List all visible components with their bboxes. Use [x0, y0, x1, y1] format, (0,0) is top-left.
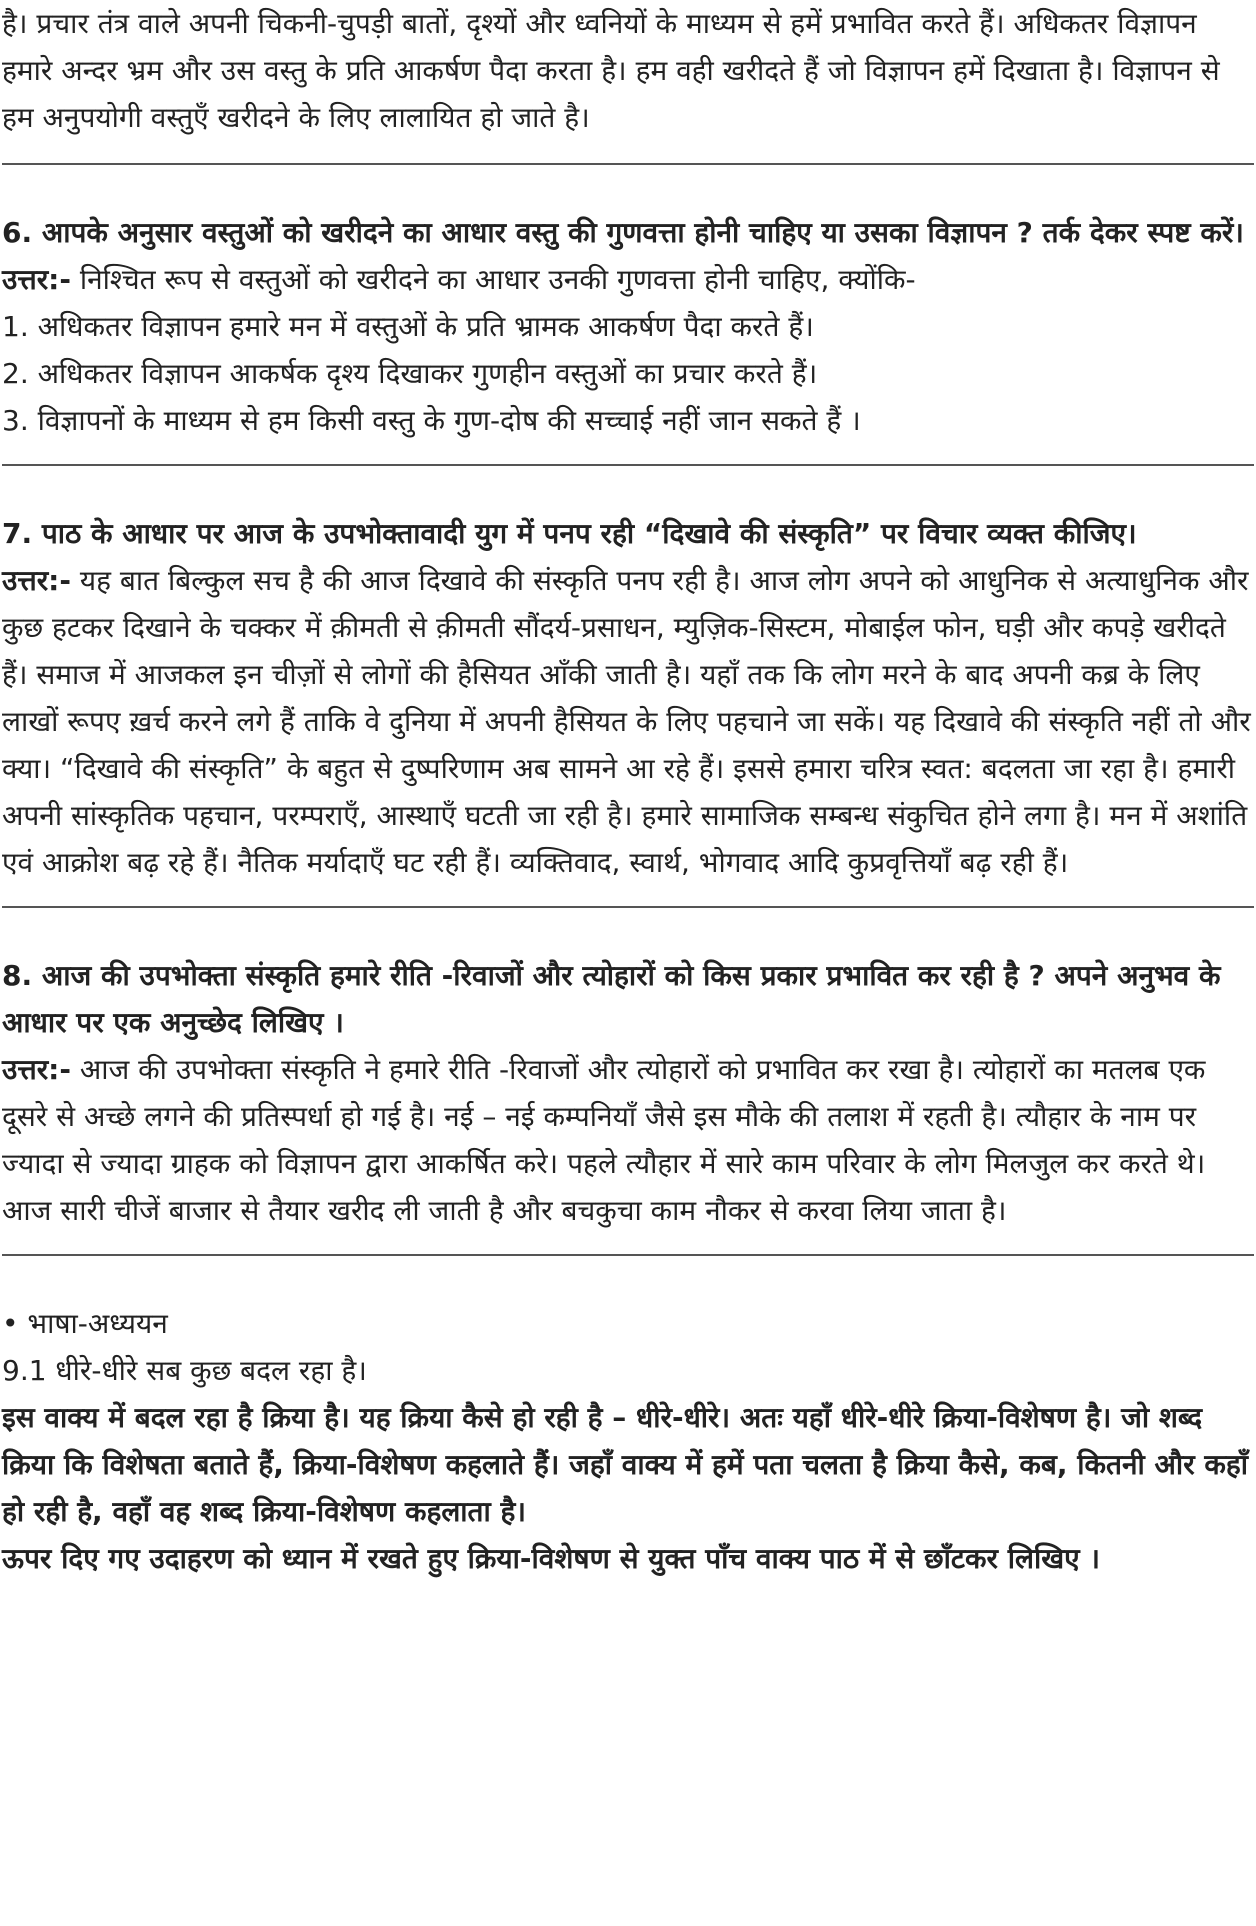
explanation-text: इस वाक्य में बदल रहा है क्रिया है। यह क्रिया कैसे हो रही है – धीरे-धीरे। अतः यहाँ धीरे-धीरे क्रिया-विशेषण है। जो शब्द क्रिया कि विशेषता बताते हैं, क्रिया-विशेषण कहलाते हैं। जहाँ वाक्य में हमें पता चलता है क्रिया कैसे, कब, कितनी और कहाँ हो रही है, वहाँ वह शब्द क्रिया-विशेषण कहलाता है।: [2, 1401, 1249, 1528]
question-6-points: [2, 303, 1254, 444]
list-item: 2. अधिकतर विज्ञापन आकर्षक दृश्य दिखाकर गुणहीन वस्तुओं का प्रचार करते हैं।: [2, 357, 818, 390]
intro-paragraph: है। प्रचार तंत्र वाले अपनी चिकनी-चुपड़ी बातों, दृश्यों और ध्वनियों के माध्यम से हमें प्रभावित करते हैं। अधिकतर विज्ञापन हमारे अन्दर भ्रम और उस वस्तु के प्रति आकर्षण पैदा करता है। हम वही खरीदते हैं जो विज्ञापन हमें दिखाता है। विज्ञापन से हम अनुपयोगी वस्तुएँ खरीदने के लिए लालायित हो जाते है।: [2, 7, 1220, 134]
question-6-block: [2, 209, 1254, 444]
section-subheading: 9.1 धीरे-धीरे सब कुछ बदल रहा है।: [2, 1354, 367, 1387]
question-6-answer: [2, 256, 1254, 303]
question-6-text: 6. आपके अनुसार वस्तुओं को खरीदने का आधार वस्तु की गुणवत्ता होनी चाहिए या उसका विज्ञापन ? तर्क देकर स्पष्ट करें।: [2, 216, 1244, 249]
answer-text: यह बात बिल्कुल सच है की आज दिखावे की संस्कृति पनप रही है। आज लोग अपने को आधुनिक से अत्याधुनिक और कुछ हटकर दिखाने के चक्कर में क़ीमती से क़ीमती सौंदर्य-प्रसाधन, म्युज़िक-सिस्टम, मोबाईल फोन, घड़ी और कपड़े खरीदते हैं। समाज में आजकल इन चीज़ों से लोगों की हैसियत आँकी जाती है। यहाँ तक कि लोग मरने के बाद अपनी कब्र के लिए लाखों रूपए ख़र्च करने लगे हैं ताकि वे दुनिया में अपनी हैसियत के लिए पहचाने जा सकें। यह दिखावे की संस्कृति नहीं तो और क्या। “दिखावे की संस्कृति” के बहुत से दुष्परिणाम अब सामने आ रहे हैं। इससे हमारा चरित्र स्वत: बदलता जा रहा है। हमारी अपनी सांस्कृतिक पहचान, परम्पराएँ, आस्थाएँ घटती जा रही है। हमारे सामाजिक सम्बन्ध संकुचित होने लगा है। मन में अशांति एवं आक्रोश बढ़ रहे हैं। नैतिक मर्यादाएँ घट रही हैं। व्यक्तिवाद, स्वार्थ, भोगवाद आदि कुप्रवृत्तियाँ बढ़ रही हैं।: [2, 564, 1251, 879]
answer-text: आज की उपभोक्ता संस्कृति ने हमारे रीति -रिवाजों और त्योहारों को प्रभावित कर रखा है। त्योहारों का मतलब एक दूसरे से अच्छे लगने की प्रतिस्पर्धा हो गई है। नई – नई कम्पनियाँ जैसे इस मौके की तलाश में रहती है। त्यौहार के नाम पर ज्यादा से ज्यादा ग्राहक को विज्ञापन द्वारा आकर्षित करे। पहले त्यौहार में सारे काम परिवार के लोग मिलजुल कर करते थे। आज सारी चीजें बाजार से तैयार खरीद ली जाती है और बचकुचा काम नौकर से करवा लिया जाता है।: [2, 1053, 1206, 1227]
section-heading: • भाषा-अध्ययन: [2, 1307, 168, 1340]
answer-label: उत्तर:-: [2, 263, 71, 296]
question-8-text: 8. आज की उपभोक्ता संस्कृति हमारे रीति -रिवाजों और त्योहारों को किस प्रकार प्रभावित कर रही है ? अपने अनुभव के आधार पर एक अनुच्छेद लिखिए ।: [2, 959, 1221, 1039]
answer-label: उत्तर:-: [2, 564, 71, 597]
answer-text: निश्चित रूप से वस्तुओं को खरीदने का आधार उनकी गुणवत्ता होनी चाहिए, क्योंकि-: [70, 263, 916, 296]
language-study-block: [2, 1300, 1254, 1582]
section-divider: [2, 1254, 1254, 1256]
question-7-text: 7. पाठ के आधार पर आज के उपभोक्तावादी युग में पनप रही “दिखावे की संस्कृति” पर विचार व्यक्त कीजिए।: [2, 517, 1137, 550]
instruction-text: ऊपर दिए गए उदाहरण को ध्यान में रखते हुए क्रिया-विशेषण से युक्त पाँच वाक्य पाठ में से छाँटकर लिखिए ।: [2, 1542, 1100, 1575]
question-7-block: [2, 510, 1254, 886]
list-item: 3. विज्ञापनों के माध्यम से हम किसी वस्तु के गुण-दोष की सच्चाई नहीं जान सकते हैं ।: [2, 404, 861, 437]
question-8-block: [2, 952, 1254, 1234]
question-8-answer: [2, 1046, 1254, 1234]
section-divider: [2, 464, 1254, 466]
question-7-answer: [2, 557, 1254, 886]
section-divider: [2, 163, 1254, 165]
answer-label: उत्तर:-: [2, 1053, 71, 1086]
list-item: 1. अधिकतर विज्ञापन हमारे मन में वस्तुओं के प्रति भ्रामक आकर्षण पैदा करते हैं।: [2, 310, 814, 343]
section-divider: [2, 906, 1254, 908]
